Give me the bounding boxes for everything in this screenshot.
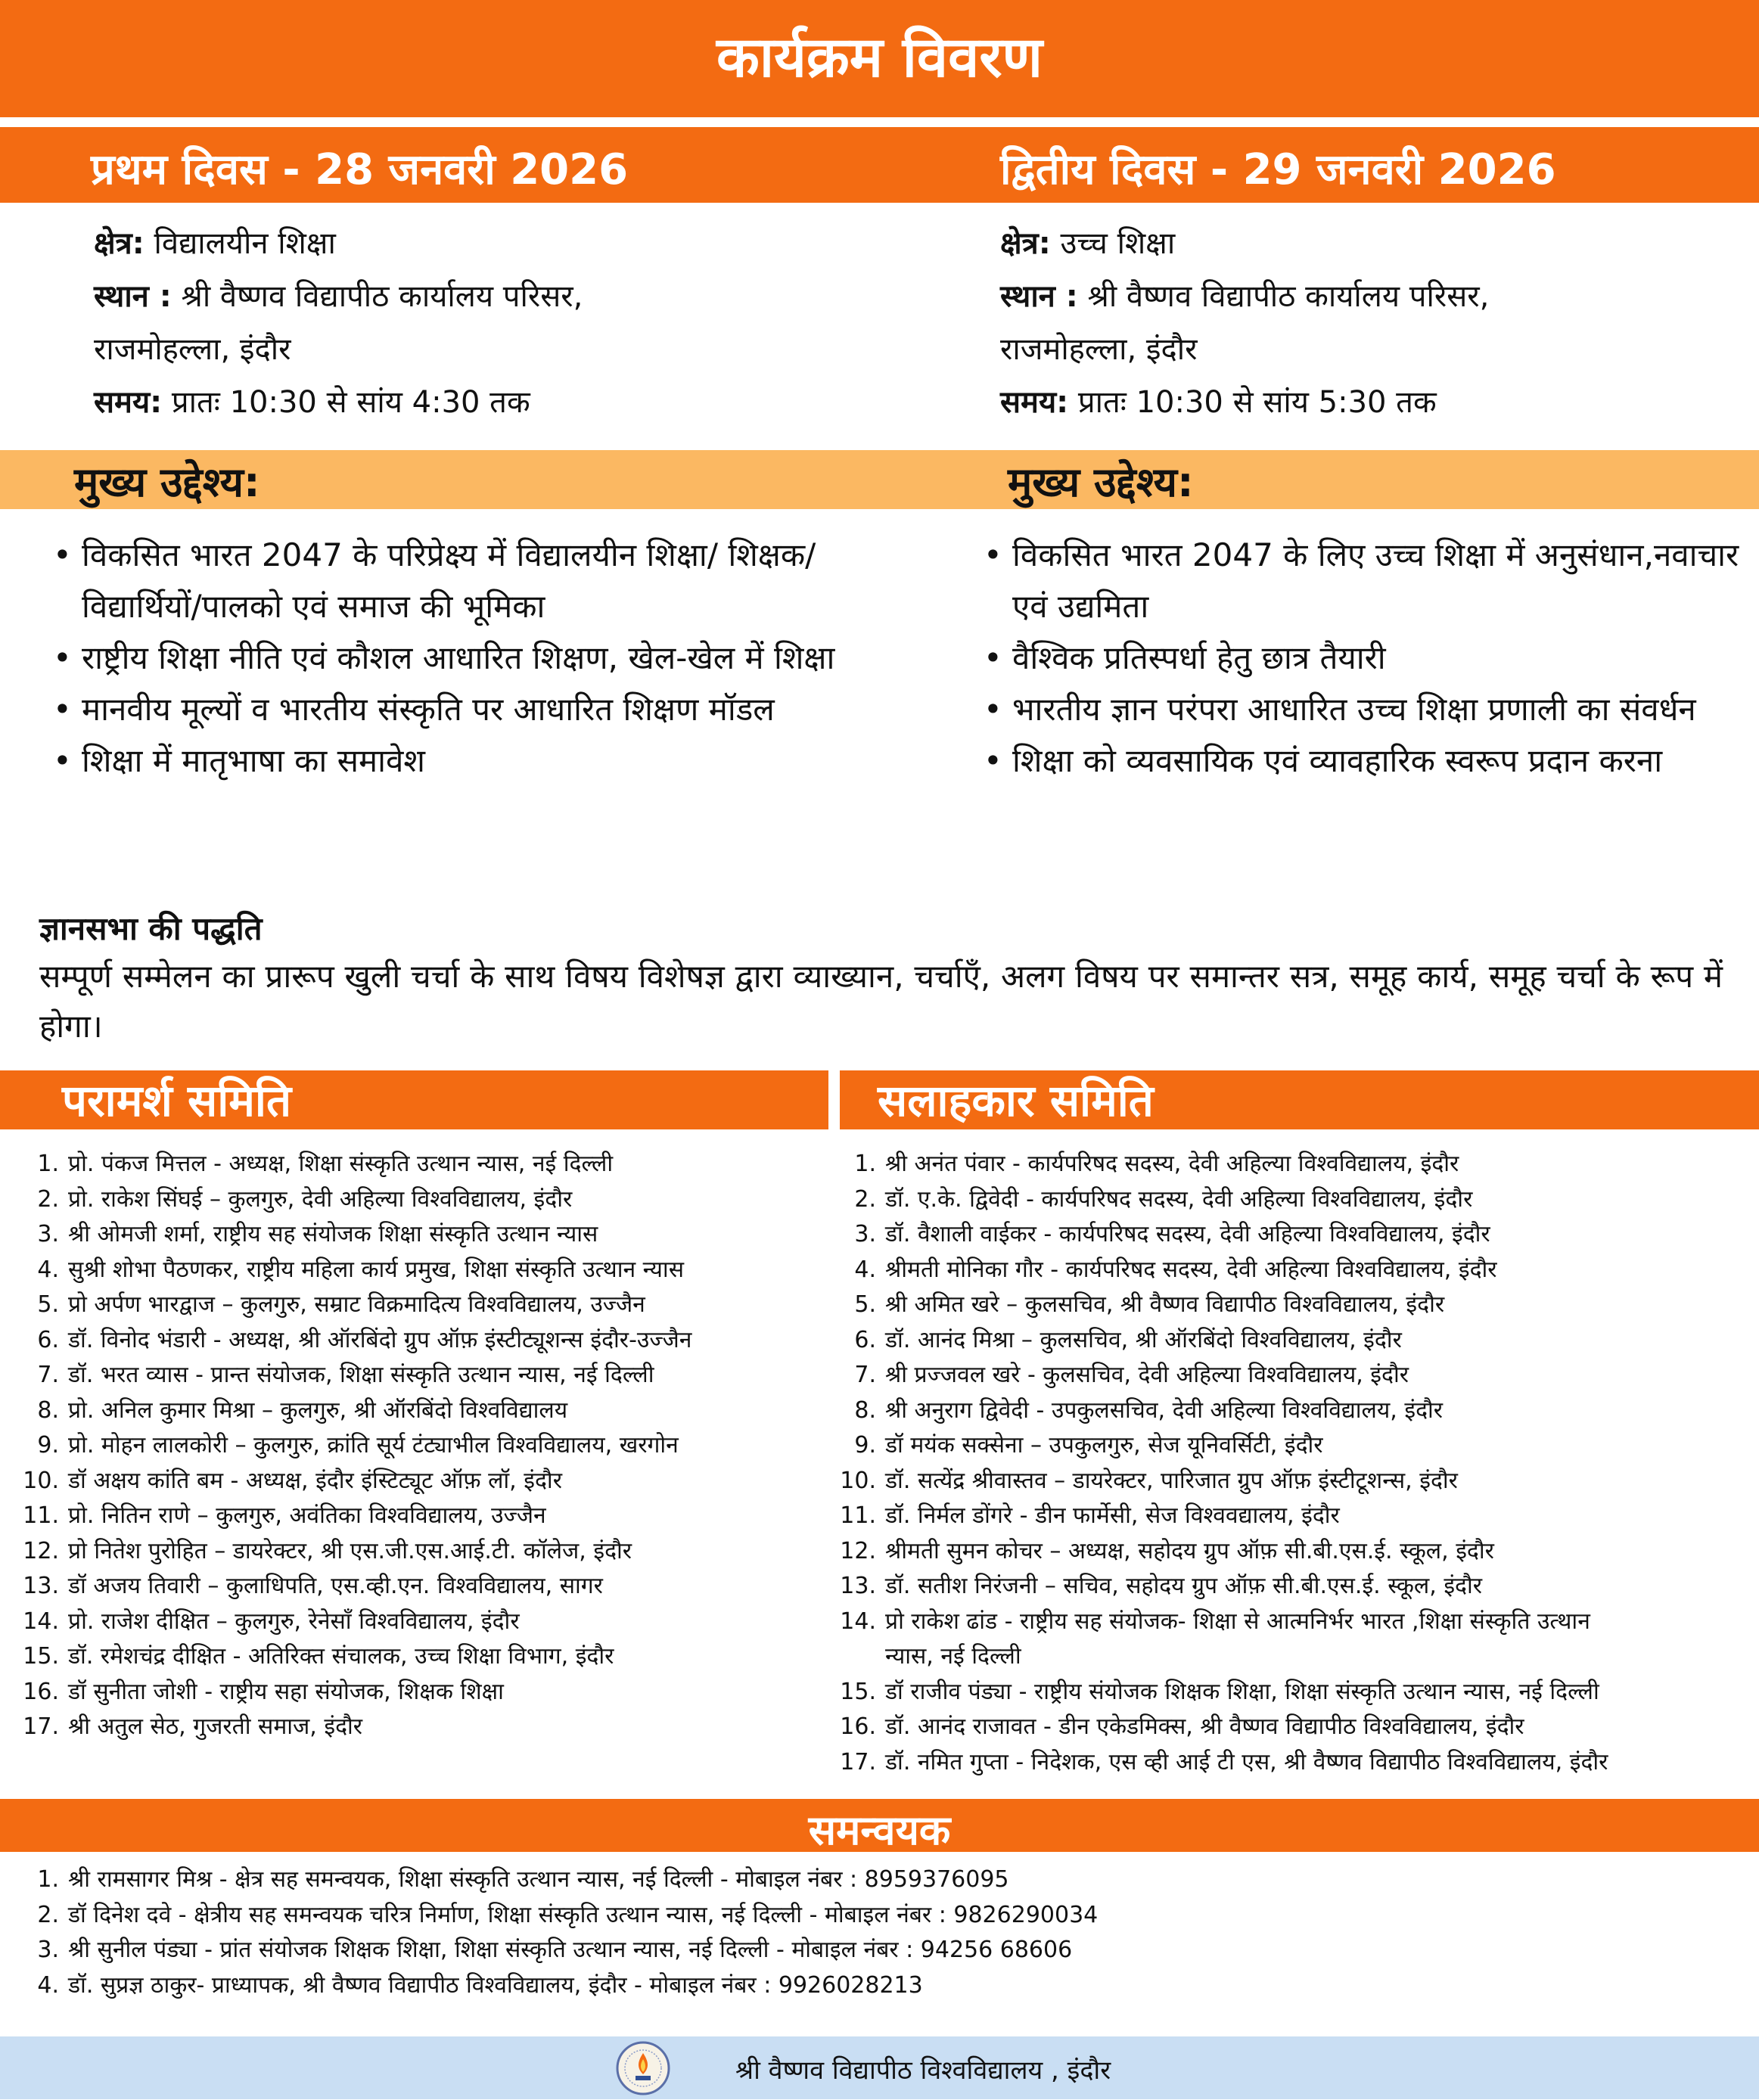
day2-area (1000, 221, 1175, 262)
list-item: 10. डॉ अक्षय कांति बम - अध्यक्ष, इंदौर इंस्टिट्यूट ऑफ़ लॉ, इंदौर (23, 1467, 562, 1494)
list-item: • शिक्षा में मातृभाषा का समावेश (47, 735, 849, 787)
coordinators-list (15, 1862, 1740, 2003)
list-item: 13. डॉ अजय तिवारी – कुलाधिपति, एस.व्ही.एन. विश्वविद्यालय, सागर (23, 1573, 603, 1599)
area-label: क्षेत्र: (94, 226, 145, 261)
list-item: 2. डॉ. ए.के. द्विवेदी - कार्यपरिषद सदस्य, देवी अहिल्या विश्वविद्यालय, इंदौर (854, 1185, 1473, 1213)
day2-objectives-list (977, 530, 1757, 787)
list-item: • शिक्षा को व्यवसायिक एवं व्यावहारिक स्वरूप प्रदान करना (977, 735, 1757, 787)
method-heading: ज्ञानसभा की पद्धति (39, 910, 263, 947)
day1-time (94, 380, 530, 421)
day1-area (94, 221, 336, 262)
list-item: 6. डॉ. विनोद भंडारी - अध्यक्ष, श्री ऑरबिंदो ग्रुप ऑफ़ इंस्टीट्यूशन्स इंदौर-उज्जैन (37, 1326, 692, 1353)
list-item: 16. डॉ. आनंद राजावत - डीन एकेडमिक्स, श्री वैष्णव विद्यापीठ विश्वविद्यालय, इंदौर (840, 1713, 1524, 1740)
consultation-members-list (15, 1147, 832, 1745)
venue-value: श्री वैष्णव विद्यापीठ कार्यालय परिसर, (1087, 279, 1490, 314)
list-item: • मानवीय मूल्यों व भारतीय संस्कृति पर आधारित शिक्षण मॉडल (47, 684, 849, 735)
day1-heading: प्रथम दिवस - 28 जनवरी 2026 (91, 145, 629, 194)
page-title: कार्यक्रम विवरण (716, 25, 1043, 90)
list-item: 2. डॉ दिनेश दवे - क्षेत्रीय सह समन्वयक चरित्र निर्माण, शिक्षा संस्कृति उत्थान न्यास, नई दिल्ली - मोबाइल नंबर : 9826290034 (37, 1901, 1099, 1928)
list-item: 1. श्री अनंत पंवार - कार्यपरिषद सदस्य, देवी अहिल्या विश्वविद्यालय, इंदौर (854, 1151, 1459, 1177)
list-item: 3. डॉ. वैशाली वाईकर - कार्यपरिषद सदस्य, देवी अहिल्या विश्वविद्यालय, इंदौर (854, 1221, 1490, 1247)
time-label: समय: (94, 385, 163, 420)
area-value: उच्च शिक्षा (1060, 226, 1176, 261)
list-item: 17. डॉ. नमित गुप्ता - निदेशक, एस व्ही आई टी एस, श्री वैष्णव विद्यापीठ विश्वविद्यालय, इंदौर (840, 1748, 1608, 1775)
list-item: 9. प्रो. मोहन लालकोरी – कुलगुरु, क्रांति सूर्य टंट्याभील विश्वविद्यालय, खरगोन (37, 1432, 679, 1459)
list-item: 7. श्री प्रज्जवल खरे - कुलसचिव, देवी अहिल्या विश्वविद्यालय, इंदौर (854, 1362, 1409, 1388)
day2-venue (1000, 274, 1489, 315)
list-item: 3. श्री ओमजी शर्मा, राष्ट्रीय सह संयोजक शिक्षा संस्कृति उत्थान न्यास (37, 1221, 598, 1247)
list-item: 16. डॉ सुनीता जोशी - राष्ट्रीय सहा संयोजक, शिक्षक शिक्षा (23, 1678, 504, 1705)
university-seal-icon (614, 2039, 672, 2097)
list-item: 17. श्री अतुल सेठ, गुजरती समाज, इंदौर (23, 1713, 363, 1740)
list-item: 14. प्रो राकेश ढांड - राष्ट्रीय सह संयोजक- शिक्षा से आत्मनिर्भर भारत ,शिक्षा संस्कृति उत्थान न्यास, नई दिल्ली (840, 1608, 1590, 1670)
day1-objectives-list (47, 530, 849, 787)
area-label: क्षेत्र: (1000, 226, 1051, 261)
list-item: 8. श्री अनुराग द्विवेदी - उपकुलसचिव, देवी अहिल्या विश्वविद्यालय, इंदौर (854, 1396, 1444, 1424)
advisory-committee-title: सलाहकार समिति (878, 1075, 1154, 1126)
venue-label: स्थान : (1000, 279, 1078, 314)
list-item: 2. प्रो. राकेश सिंघई – कुलगुरु, देवी अहिल्या विश्वविद्यालय, इंदौर (37, 1185, 573, 1213)
venue-value: श्री वैष्णव विद्यापीठ कार्यालय परिसर, (181, 279, 583, 314)
day2-time (1000, 380, 1437, 421)
day1-objectives-title: मुख्य उद्देश्य: (74, 458, 260, 506)
list-item: • भारतीय ज्ञान परंपरा आधारित उच्च शिक्षा प्रणाली का संवर्धन (977, 684, 1757, 735)
coordinators-title: समन्वयक (808, 1806, 951, 1854)
venue-label: स्थान : (94, 279, 172, 314)
area-value: विद्यालयीन शिक्षा (154, 226, 336, 261)
list-item: • वैश्विक प्रतिस्पर्धा हेतु छात्र तैयारी (977, 632, 1757, 684)
list-item: 8. प्रो. अनिल कुमार मिश्रा – कुलगुरु, श्री ऑरबिंदो विश्वविद्यालय (37, 1396, 568, 1424)
day1-venue (94, 274, 583, 315)
list-item: 12. श्रीमती सुमन कोचर – अध्यक्ष, सहोदय ग्रुप ऑफ़ सी.बी.एस.ई. स्कूल, इंदौर (840, 1537, 1494, 1564)
list-item: 1. श्री रामसागर मिश्र - क्षेत्र सह समन्वयक, शिक्षा संस्कृति उत्थान न्यास, नई दिल्ली - मोबाइल नंबर : 8959376095 (37, 1866, 1009, 1893)
list-item: 4. सुश्री शोभा पैठणकर, राष्ट्रीय महिला कार्य प्रमुख, शिक्षा संस्कृति उत्थान न्यास (37, 1256, 684, 1283)
list-item: 7. डॉ. भरत व्यास - प्रान्त संयोजक, शिक्षा संस्कृति उत्थान न्यास, नई दिल्ली (37, 1362, 654, 1388)
method-text: सम्पूर्ण सम्मेलन का प्रारूप खुली चर्चा के साथ विषय विशेषज्ञ द्वारा व्याख्यान, चर्चाएँ, अलग विषय पर समान्तर सत्र, समूह कार्य, समूह चर्चा के रूप में होगा। (39, 958, 1723, 1045)
day2-venue-line2: राजमोहल्ला, इंदौर (1000, 332, 1198, 367)
footer-university-name: श्री वैष्णव विद्यापीठ विश्वविद्यालय , इंदौर (735, 2055, 1111, 2086)
list-item: 3. श्री सुनील पंड्या - प्रांत संयोजक शिक्षक शिक्षा, शिक्षा संस्कृति उत्थान न्यास, नई दिल्ली - मोबाइल नंबर : 94256 68606 (37, 1937, 1073, 1963)
list-item: 11. डॉ. निर्मल डोंगरे - डीन फार्मेसी, सेज विश्ववद्यालय, इंदौर (840, 1502, 1340, 1529)
consultation-committee-title: परामर्श समिति (62, 1075, 292, 1126)
list-item: • राष्ट्रीय शिक्षा नीति एवं कौशल आधारित शिक्षण, खेल-खेल में शिक्षा (47, 632, 849, 684)
day2-objectives-title: मुख्य उद्देश्य: (1008, 458, 1194, 506)
list-item: • विकसित भारत 2047 के लिए उच्च शिक्षा में अनुसंधान,नवाचार एवं उद्यमिता (977, 530, 1757, 632)
time-label: समय: (1000, 385, 1069, 420)
list-item: 14. प्रो. राजेश दीक्षित – कुलगुरु, रेनेसॉं विश्वविद्यालय, इंदौर (23, 1608, 520, 1635)
list-item: 10. डॉ. सत्येंद्र श्रीवास्तव – डायरेक्टर, पारिजात ग्रुप ऑफ़ इंस्टीटूशन्स, इंदौर (840, 1467, 1458, 1494)
objectives-bar (0, 450, 1759, 509)
list-item: 5. श्री अमित खरे – कुलसचिव, श्री वैष्णव विद्यापीठ विश्वविद्यालय, इंदौर (854, 1291, 1445, 1318)
list-item: 9. डॉ मयंक सक्सेना – उपकुलगुरु, सेज यूनिवर्सिटी, इंदौर (854, 1432, 1323, 1459)
advisory-members-list (832, 1147, 1755, 1780)
time-value: प्रातः 10:30 से सांय 5:30 तक (1077, 385, 1437, 420)
list-item: 1. प्रो. पंकज मित्तल - अध्यक्ष, शिक्षा संस्कृति उत्थान न्यास, नई दिल्ली (37, 1151, 614, 1177)
list-item: 15. डॉ राजीव पंड्या - राष्ट्रीय संयोजक शिक्षक शिक्षा, शिक्षा संस्कृति उत्थान न्यास, नई दिल्ली (840, 1678, 1599, 1705)
list-item: • विकसित भारत 2047 के परिप्रेक्ष्य में विद्यालयीन शिक्षा/ शिक्षक/विद्यार्थियों/पालको एवं समाज की भूमिका (47, 530, 849, 632)
day1-venue-line2: राजमोहल्ला, इंदौर (94, 332, 291, 367)
list-item: 4. श्रीमती मोनिका गौर - कार्यपरिषद सदस्य, देवी अहिल्या विश्वविद्यालय, इंदौर (854, 1256, 1497, 1283)
list-item: 5. प्रो अर्पण भारद्वाज – कुलगुरु, सम्राट विक्रमादित्य विश्वविद्यालय, उज्जैन (37, 1291, 645, 1318)
list-item: 12. प्रो नितेश पुरोहित – डायरेक्टर, श्री एस.जी.एस.आई.टी. कॉलेज, इंदौर (23, 1537, 632, 1564)
list-item: 13. डॉ. सतीश निरंजनी – सचिव, सहोदय ग्रुप ऑफ़ सी.बी.एस.ई. स्कूल, इंदौर (840, 1573, 1483, 1599)
time-value: प्रातः 10:30 से सांय 4:30 तक (171, 385, 530, 420)
list-item: 6. डॉ. आनंद मिश्रा – कुलसचिव, श्री ऑरबिंदो विश्वविद्यालय, इंदौर (854, 1326, 1402, 1353)
day2-heading: द्वितीय दिवस - 29 जनवरी 2026 (1000, 145, 1556, 194)
list-item: 11. प्रो. नितिन राणे – कुलगुरु, अवंतिका विश्वविद्यालय, उज्जैन (23, 1502, 546, 1529)
list-item: 15. डॉ. रमेशचंद्र दीक्षित - अतिरिक्त संचालक, उच्च शिक्षा विभाग, इंदौर (23, 1643, 614, 1670)
list-item: 4. डॉ. सुप्रज्ञ ठाकुर- प्राध्यापक, श्री वैष्णव विद्यापीठ विश्वविद्यालय, इंदौर - मोबाइल नंबर : 9926028213 (37, 1971, 923, 1999)
